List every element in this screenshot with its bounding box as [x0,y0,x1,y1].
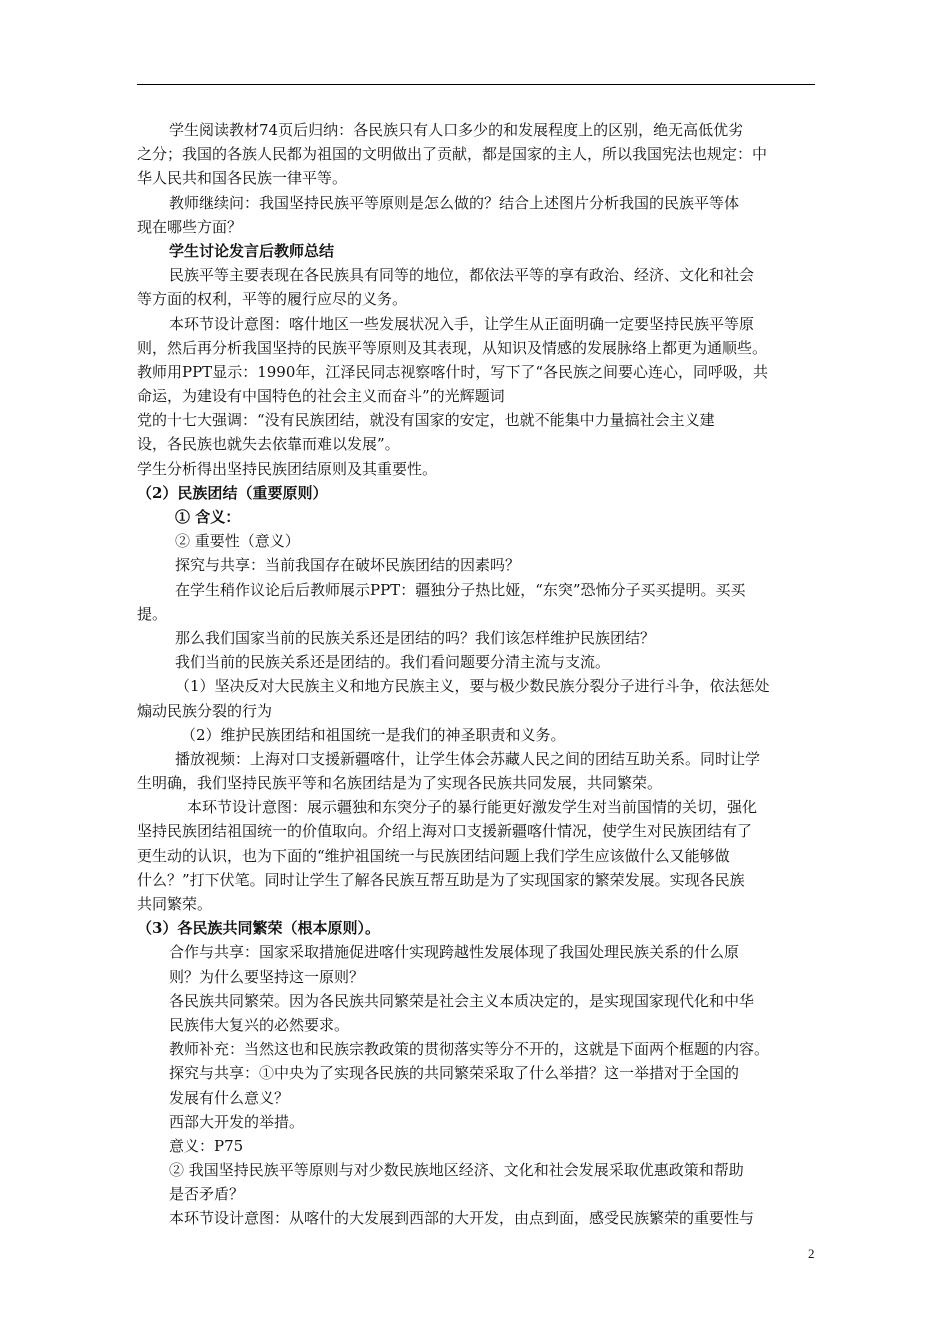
text-line: 生明确，我们坚持民族平等和名族团结是为了实现各民族共同发展，共同繁荣。 [137,774,663,793]
text-line: 本环节设计意图：展示疆独和东突分子的暴行能更好激发学生对当前国情的关切，强化 [187,798,758,817]
text-line: 设，各民族也就失去依靠而难以发展”。 [137,435,400,454]
text-line: 本环节设计意图：喀什地区一些发展状况入手，让学生从正面明确一定要坚持民族平等原 [169,314,755,333]
text-line: 坚持民族团结祖国统一的价值取向。介绍上海对口支援新疆喀什情况，使学生对民族团结有了 [137,822,753,841]
text-line: 则，然后再分析我国坚持的民族平等原则及其表现，从知识及情感的发展脉络上都更为通顺些。 [137,338,768,357]
text-line: 则？为什么要坚持这一原则？ [169,967,365,986]
text-line: （3）各民族共同繁荣（根本原则）。 [137,919,380,938]
page-number: 2 [808,1246,815,1261]
text-line: 华人民共和国各民族一律平等。 [137,169,348,188]
text-line: （2）维护民族团结和祖国统一是我们的神圣职责和义务。 [181,725,566,744]
text-line: （1）坚决反对大民族主义和地方民族主义，要与极少数民族分裂分子进行斗争，依法惩处 [175,677,770,696]
text-line: 煽动民族分裂的行为 [137,701,273,720]
text-line: 发展有什么意义？ [169,1088,290,1107]
text-line: （2）民族团结（重要原则） [137,483,328,502]
text-line: 更生动的认识，也为下面的“维护祖国统一与民族团结问题上我们学生应该做什么又能够做 [137,846,730,865]
text-line: 西部大开发的举措。 [169,1112,305,1131]
text-line: 在学生稍作议论后后教师展示PPT：疆独分子热比娅，“东突”恐怖分子买买提明。买买 [175,580,746,599]
text-line: 民族伟大复兴的必然要求。 [169,1015,350,1034]
text-line: 我们当前的民族关系还是团结的。我们看问题要分清主流与支流。 [175,653,611,672]
text-line: 合作与共享：国家采取措施促进喀什实现跨越性发展体现了我国处理民族关系的什么原 [169,943,740,962]
text-line: ② 我国坚持民族平等原则与对少数民族地区经济、文化和社会发展采取优惠政策和帮助 [169,1161,744,1180]
text-line: ② 重要性（意义） [175,532,300,551]
text-line: 是否矛盾？ [169,1185,245,1204]
text-line: ① 含义： [175,508,241,526]
text-line: 学生阅读教材74页后归纳：各民族只有人口多少的和发展程度上的区别，绝无高低优劣 [169,121,744,139]
text-line: 之分；我国的各族人民都为祖国的文明做出了贡献，都是国家的主人，所以我国宪法也规定：中 [137,145,768,164]
document-body [137,118,815,1231]
text-line: 各民族共同繁荣。因为各民族共同繁荣是社会主义本质决定的，是实现国家现代化和中华 [169,991,755,1010]
text-line: 教师继续问：我国坚持民族平等原则是怎么做的？结合上述图片分析我国的民族平等体 [169,193,740,212]
text-line: 民族平等主要表现在各民族具有同等的地位，都依法平等的享有政治、经济、文化和社会 [169,266,755,285]
text-line: 什么？”打下伏笔。同时让学生了解各民族互帮互助是为了实现国家的繁荣发展。实现各民族 [137,870,745,889]
text-line: 那么我们国家当前的民族关系还是团结的吗？我们该怎样维护民族团结？ [175,628,656,647]
text-line: 学生分析得出坚持民族团结原则及其重要性。 [137,459,438,478]
text-line: 本环节设计意图：从喀什的大发展到西部的大开发，由点到面，感受民族繁荣的重要性与 [169,1209,755,1228]
text-line: 学生讨论发言后教师总结 [169,241,335,260]
text-line: 命运，为建设有中国特色的社会主义而奋斗”的光辉题词 [137,387,505,406]
text-line: 教师补充：当然这也和民族宗教政策的贯彻落实等分不开的，这就是下面两个框题的内容。 [169,1040,770,1059]
text-line: 探究与共享：①中央为了实现各民族的共同繁荣采取了什么举措？这一举措对于全国的 [169,1064,740,1083]
text-line: 党的十七大强调：“没有民族团结，就没有国家的安定，也就不能集中力量搞社会主义建 [137,411,715,430]
header-rule [137,84,815,85]
text-line: 探究与共享：当前我国存在破坏民族团结的因素吗？ [175,556,521,575]
text-line: 共同繁荣。 [137,895,213,913]
text-line: 现在哪些方面？ [137,217,243,236]
text-line: 教师用PPT显示：1990年，江泽民同志视察喀什时，写下了“各民族之间要心连心，同呼吸，共 [137,362,769,381]
text-line: 等方面的权利，平等的履行应尽的义务。 [137,290,408,309]
text-line: 播放视频：上海对口支援新疆喀什，让学生体会苏藏人民之间的团结互助关系。同时让学 [175,749,761,768]
text-line: 提。 [137,604,168,623]
text-line: 意义：P75 [169,1136,244,1155]
